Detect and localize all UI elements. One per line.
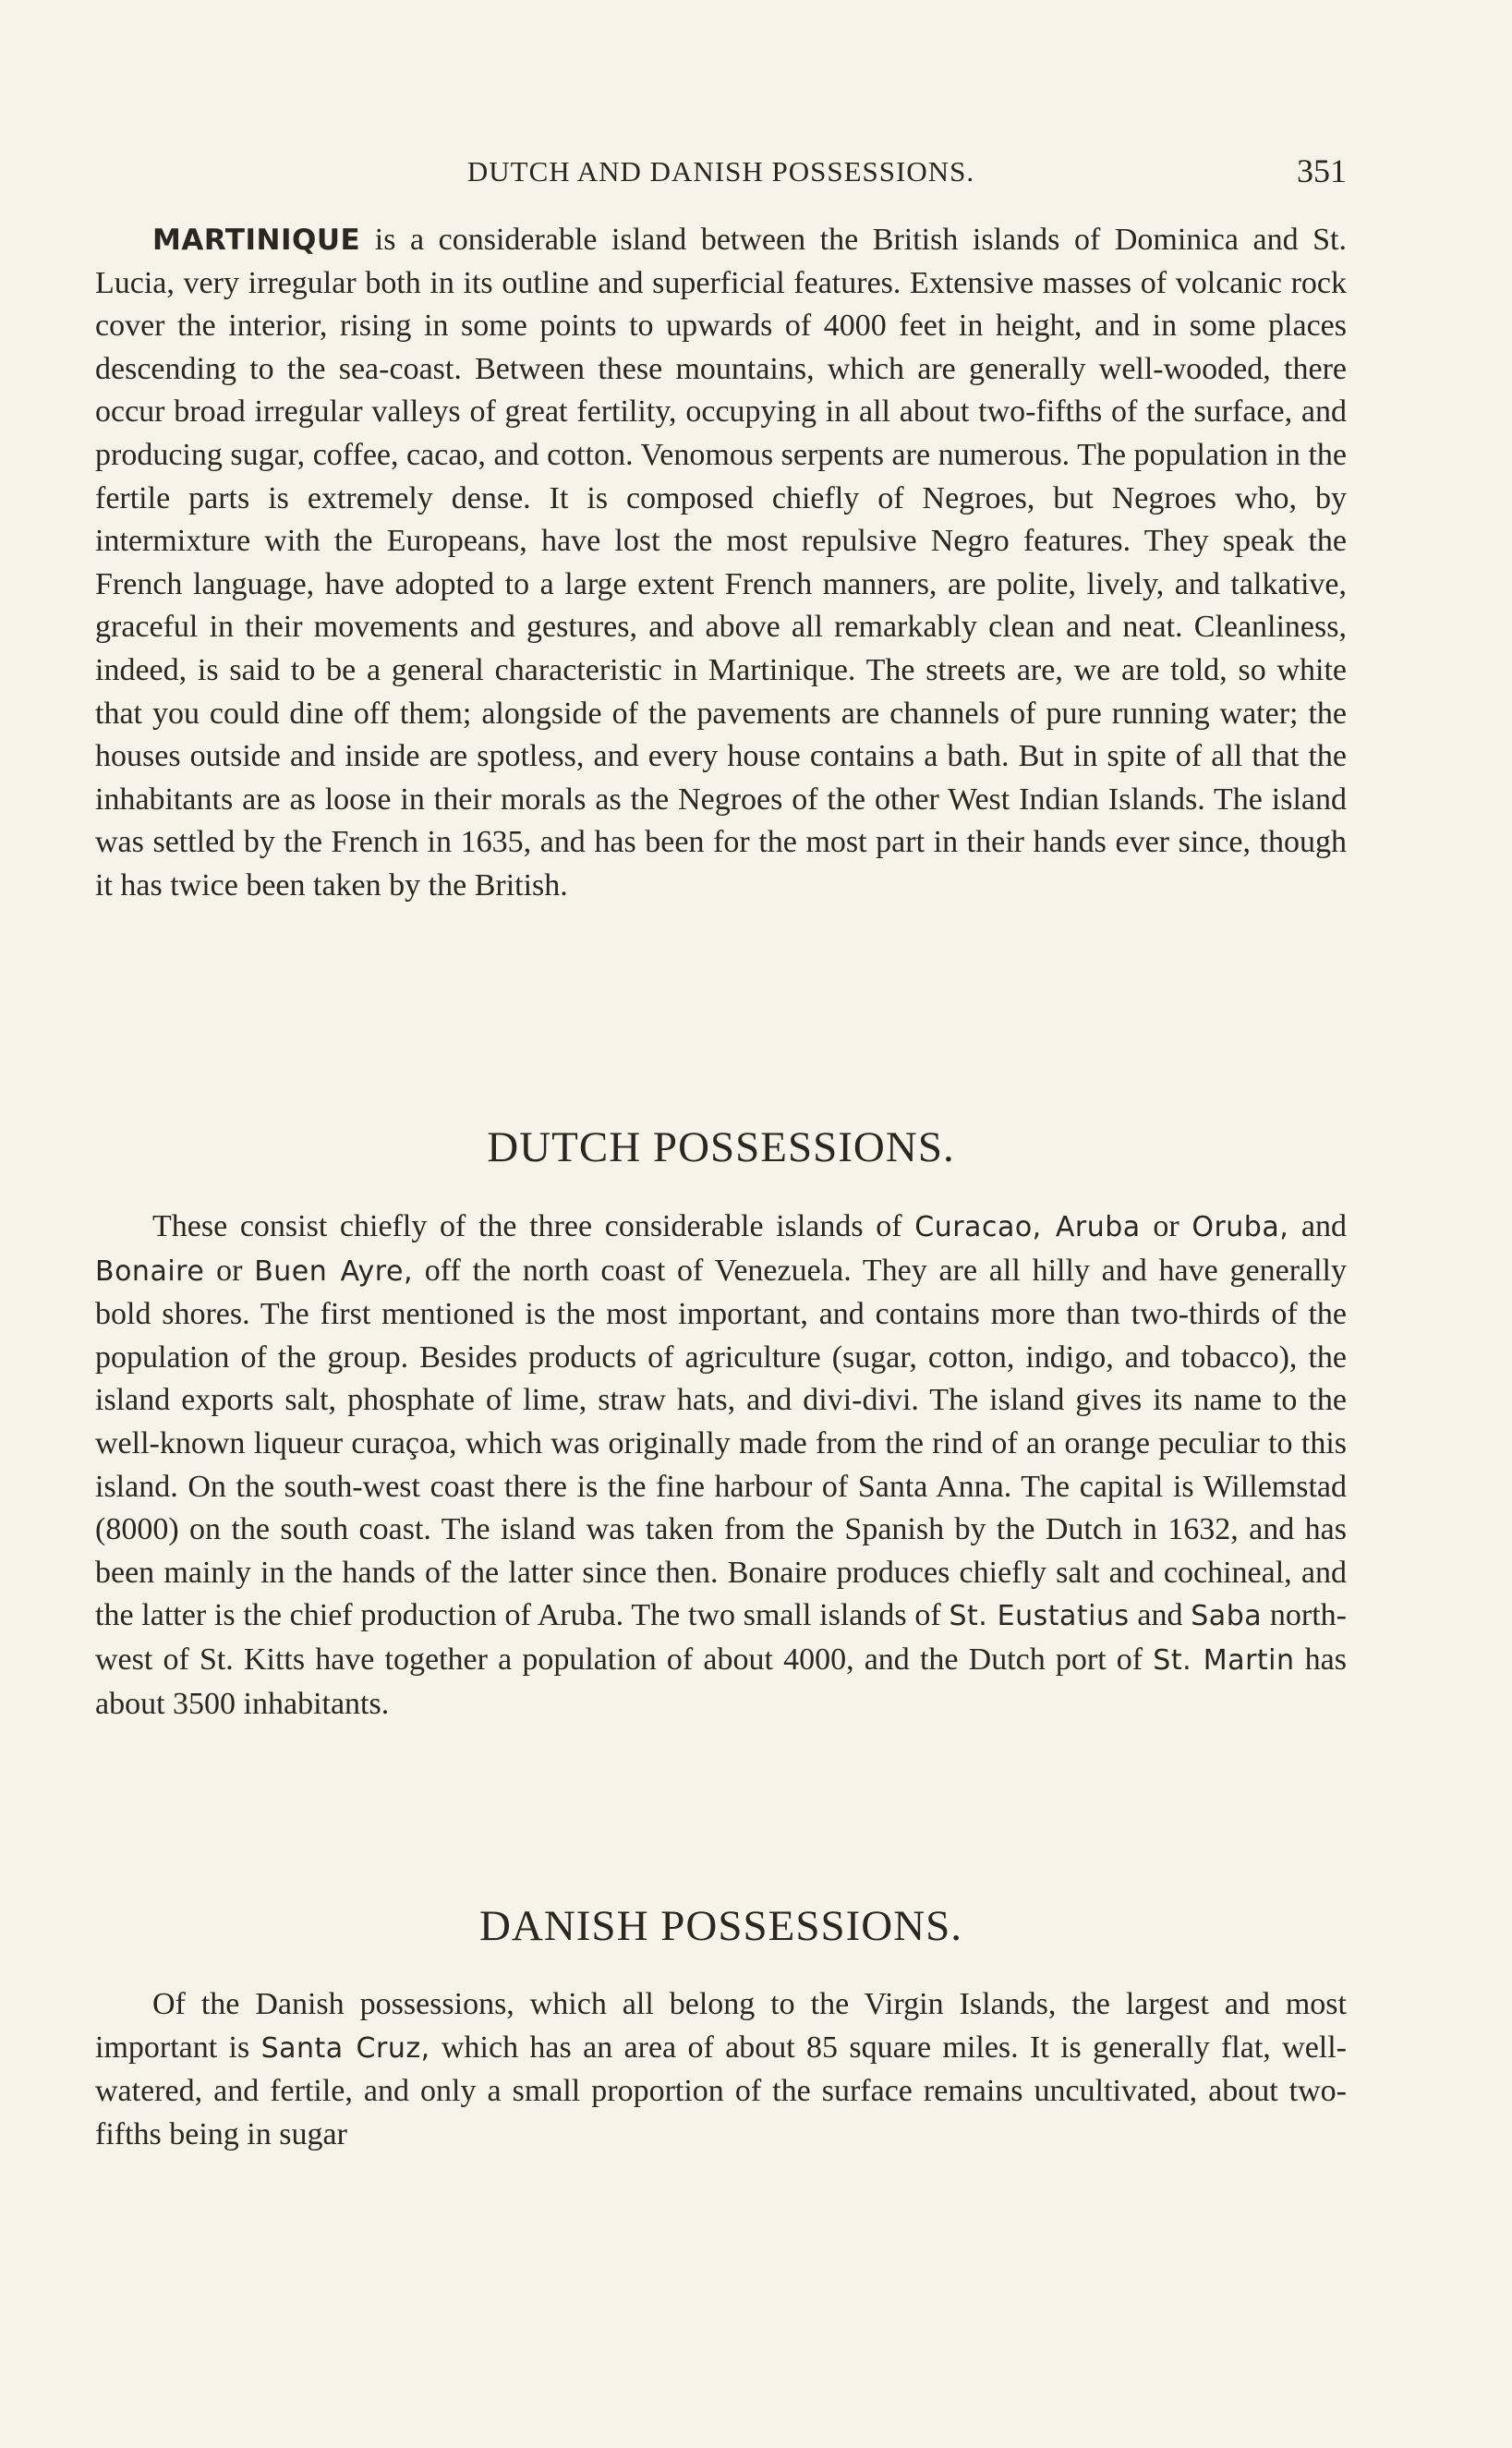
running-head [95,152,1347,196]
place-name: Bonaire [95,1254,205,1288]
danish-text: which has an area of about 85 square miles. It is generally flat, well-watered, and fertile, and only a small proportion of the surface remains uncultivated, about two-fifths being in sugar [95,2030,1347,2151]
dutch-text: has about 3500 inhabitants. [95,1642,1348,1721]
place-name: Oruba, [1191,1211,1289,1243]
dutch-paragraph [95,1206,1347,1726]
martinique-lead: MARTINIQUE [152,224,361,257]
dutch-text: and [1288,1209,1348,1243]
place-name: Curacao, Aruba [914,1211,1141,1243]
dutch-text: north-west of St. Kitts have together a population of about 4000, and the Dutch port of [95,1598,1347,1677]
place-name: St. Eustatius [949,1600,1130,1633]
dutch-possessions-heading: DUTCH POSSESSIONS. [487,1123,955,1171]
dutch-text: These consist chiefly of the three considerable islands of [152,1209,915,1243]
martinique-text: is a considerable island between the British islands of Dominica and St. Lucia, very irregular both in its outline and superficial features. Extensive masses of volcanic rock cover the interior, rising in some points to upwards of 4000 feet in height, and in some places descending to the sea-coast. Between these mountains, which are generally well-wooded, there occur broad irregular valleys of great fertility, occupying in all about two-fifths of the surface, and producing sugar, coffee, cacao, and cotton. Venomous serpents are numerous. The population in the fertile parts is extremely dense. It is composed chiefly of Negroes, but Negroes who, by intermixture with the Europeans, have lost the most repulsive Negro features. They speak the French language, have adopted to a large extent French manners, are polite, lively, and talkative, graceful in their movements and gestures, and above all remarkably clean and neat. Cleanliness, indeed, is said to be a general characteristic in Martinique. The streets are, we are told, so white that you could dine off them; alongside of the pavements are channels of pure running water; the houses outside and inside are spotless, and every house contains a bath. But in spite of all that the inhabitants are as loose in their morals as the Negroes of the other West Indian Islands. The island was settled by the French in 1635, and has been for the most part in their hands ever since, though it has twice been taken by the British. [95,223,1347,903]
place-name: Saba [1191,1600,1263,1633]
running-title: DUTCH AND DANISH POSSESSIONS. [466,155,975,188]
danish-possessions-heading: DANISH POSSESSIONS. [478,1902,963,1950]
place-name: Buen Ayre, [254,1254,413,1288]
place-name: Santa Cruz, [260,2031,430,2065]
martinique-paragraph [95,219,1347,908]
page-number: 351 [1297,152,1347,189]
place-name: St. Martin [1153,1643,1295,1677]
dutch-text: or [1140,1209,1192,1243]
danish-text: Of the Danish possessions, which all belong to the Virgin Islands, the largest and most important is [95,1987,1347,2065]
dutch-text: or [204,1253,255,1288]
dutch-text: off the north coast of Venezuela. They are all hilly and have generally bold shores. The first mentioned is the most important, and contains more than two-thirds of the population of the group. Besides products of agriculture (sugar, cotton, indigo, and tobacco), the island exports salt, phosphate of lime, straw hats, and divi-divi. The island gives its name to the well-known liqueur curaçoa, which was originally made from the rind of an orange peculiar to this island. On the south-west coast there is the fine harbour of Santa Anna. The capital is Willemstad (8000) on the south coast. The island was taken from the Spanish by the Dutch in 1632, and has been mainly in the hands of the latter since then. Bonaire produces chiefly salt and cochineal, and the latter is the chief production of Aruba. The two small islands of [95,1253,1347,1633]
danish-paragraph [95,1983,1347,2156]
dutch-text: and [1129,1598,1191,1633]
